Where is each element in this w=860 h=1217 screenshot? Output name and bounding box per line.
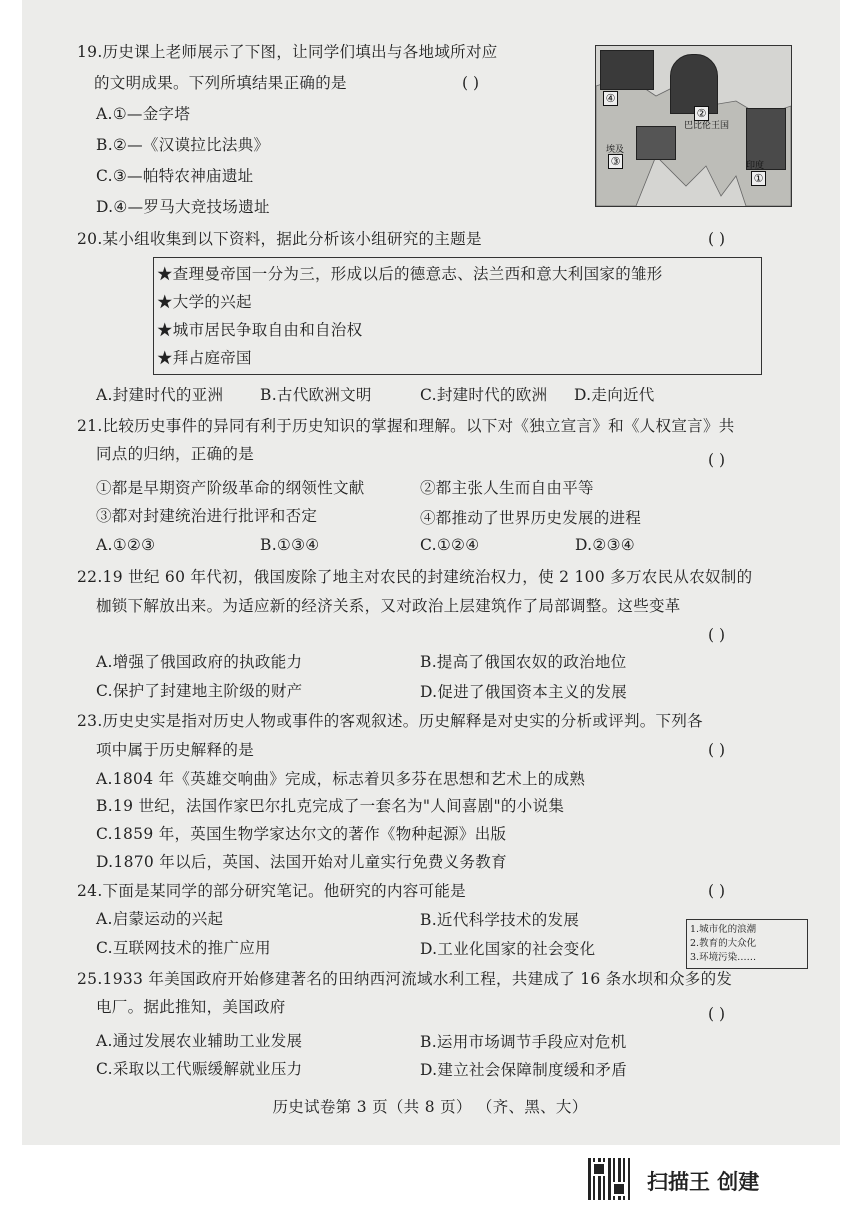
q24-note-line3: 3.环境污染…… <box>690 952 757 963</box>
q24-note-line1: 1.城市化的浪潮 <box>690 924 757 935</box>
q20-option-c: C.封建时代的欧洲 <box>420 386 548 404</box>
q22-option-b: B.提高了俄国农奴的政治地位 <box>420 653 627 671</box>
map-number-2: ② <box>694 106 709 121</box>
q21-option-a: A.①②③ <box>96 536 156 554</box>
q25-stem-line1: 25.1933 年美国政府开始修建著名的田纳西河流域水利工程，共建成了 16 条水坝和众多的发 <box>77 970 733 988</box>
map-number-3: ③ <box>608 154 623 169</box>
q20-material-1: ★查理曼帝国一分为三，形成以后的德意志、法兰西和意大利国家的雏形 <box>157 265 663 283</box>
map-label-babylon: 巴比伦王国 <box>684 121 730 131</box>
q19-option-a: A.①—金字塔 <box>96 105 191 123</box>
q21-item-3: ③都对封建统治进行批评和否定 <box>96 507 318 525</box>
exam-sheet <box>22 0 840 1145</box>
q20-material-4: ★拜占庭帝国 <box>157 349 252 367</box>
q23-option-b: B.19 世纪，法国作家巴尔扎克完成了一套名为"人间喜剧"的小说集 <box>96 797 565 815</box>
q22-stem-line2: 枷锁下解放出来。为适应新的经济关系，又对政治上层建筑作了局部调整。这些变革 <box>96 597 681 615</box>
q23-answer-paren: ( ) <box>708 741 726 759</box>
scanner-brand-label: 扫描王 创建 <box>647 1170 760 1194</box>
q20-material-2: ★大学的兴起 <box>157 293 252 311</box>
q21-option-b: B.①③④ <box>260 536 320 554</box>
q24-research-note <box>686 919 808 969</box>
q21-stem-line2: 同点的归纳，正确的是 <box>96 445 255 463</box>
q21-option-d: D.②③④ <box>575 536 635 554</box>
map-label-egypt: 埃及 <box>606 145 625 155</box>
q21-stem-line1: 21.比较历史事件的异同有利于历史知识的掌握和理解。以下对《独立宣言》和《人权宣言》共 <box>77 417 735 435</box>
q23-stem-line1: 23.历史史实是指对历史人物或事件的客观叙述。历史解释是对史实的分析或评判。下列各 <box>77 712 703 730</box>
q25-option-a: A.通过发展农业辅助工业发展 <box>96 1032 303 1050</box>
map-number-4: ④ <box>603 91 618 106</box>
q22-option-a: A.增强了俄国政府的执政能力 <box>96 653 303 671</box>
q19-stem-line1: 19.历史课上老师展示了下图，让同学们填出与各地域所对应 <box>77 43 498 61</box>
q23-option-a: A.1804 年《英雄交响曲》完成，标志着贝多芬在思想和艺术上的成熟 <box>96 770 586 788</box>
q19-answer-paren: ( ) <box>462 74 480 92</box>
q22-option-c: C.保护了封建地主阶级的财产 <box>96 682 303 700</box>
q24-stem: 24.下面是某同学的部分研究笔记。他研究的内容可能是 <box>77 882 466 900</box>
q24-option-c: C.互联网技术的推广应用 <box>96 939 271 957</box>
civilization-map-figure <box>595 45 792 207</box>
q25-option-c: C.采取以工代赈缓解就业压力 <box>96 1060 303 1078</box>
q24-answer-paren: ( ) <box>708 882 726 900</box>
q22-stem-line1: 22.19 世纪 60 年代初，俄国废除了地主对农民的封建统治权力，使 2 100 多万农民从农奴制的 <box>77 568 753 586</box>
q24-option-b: B.近代科学技术的发展 <box>420 911 580 929</box>
page-footer: 历史试卷第 3 页（共 8 页） （齐、黑、大） <box>272 1098 588 1116</box>
parthenon-image <box>636 126 676 160</box>
q25-option-d: D.建立社会保障制度缓和矛盾 <box>420 1061 628 1079</box>
q20-option-b: B.古代欧洲文明 <box>260 386 372 404</box>
q21-item-2: ②都主张人生而自由平等 <box>420 479 594 497</box>
q20-option-a: A.封建时代的亚洲 <box>96 386 224 404</box>
q21-item-4: ④都推动了世界历史发展的进程 <box>420 509 642 527</box>
q24-option-d: D.工业化国家的社会变化 <box>420 940 596 958</box>
q21-item-1: ①都是早期资产阶级革命的纲领性文献 <box>96 479 365 497</box>
q20-answer-paren: ( ) <box>708 230 726 248</box>
q25-option-b: B.运用市场调节手段应对危机 <box>420 1033 627 1051</box>
q19-option-d: D.④—罗马大竞技场遗址 <box>96 198 270 216</box>
q20-material-box <box>153 257 762 375</box>
q25-stem-line2: 电厂。据此推知，美国政府 <box>96 998 286 1016</box>
map-label-india: 印度 <box>746 161 765 171</box>
q23-stem-line2: 项中属于历史解释的是 <box>96 741 255 759</box>
q23-option-c: C.1859 年，英国生物学家达尔文的著作《物种起源》出版 <box>96 825 507 843</box>
q21-answer-paren: ( ) <box>708 451 726 469</box>
q25-answer-paren: ( ) <box>708 1005 726 1023</box>
q21-option-c: C.①②④ <box>420 536 480 554</box>
colosseum-image <box>600 50 654 90</box>
q22-answer-paren: ( ) <box>708 626 726 644</box>
q19-stem-line2: 的文明成果。下列所填结果正确的是 <box>94 74 347 92</box>
q19-option-c: C.③—帕特农神庙遗址 <box>96 167 254 185</box>
q20-stem: 20.某小组收集到以下资料，据此分析该小组研究的主题是 <box>77 230 482 248</box>
qr-code-icon <box>588 1158 630 1200</box>
q24-note-line2: 2.教育的大众化 <box>690 938 757 949</box>
q20-option-d: D.走向近代 <box>574 386 655 404</box>
q22-option-d: D.促进了俄国资本主义的发展 <box>420 683 628 701</box>
map-number-1: ① <box>751 171 766 186</box>
q23-option-d: D.1870 年以后，英国、法国开始对儿童实行免费义务教育 <box>96 853 507 871</box>
q19-option-b: B.②—《汉谟拉比法典》 <box>96 136 270 154</box>
q24-option-a: A.启蒙运动的兴起 <box>96 910 224 928</box>
q20-material-3: ★城市居民争取自由和自治权 <box>157 321 363 339</box>
babylon-image <box>670 54 718 114</box>
